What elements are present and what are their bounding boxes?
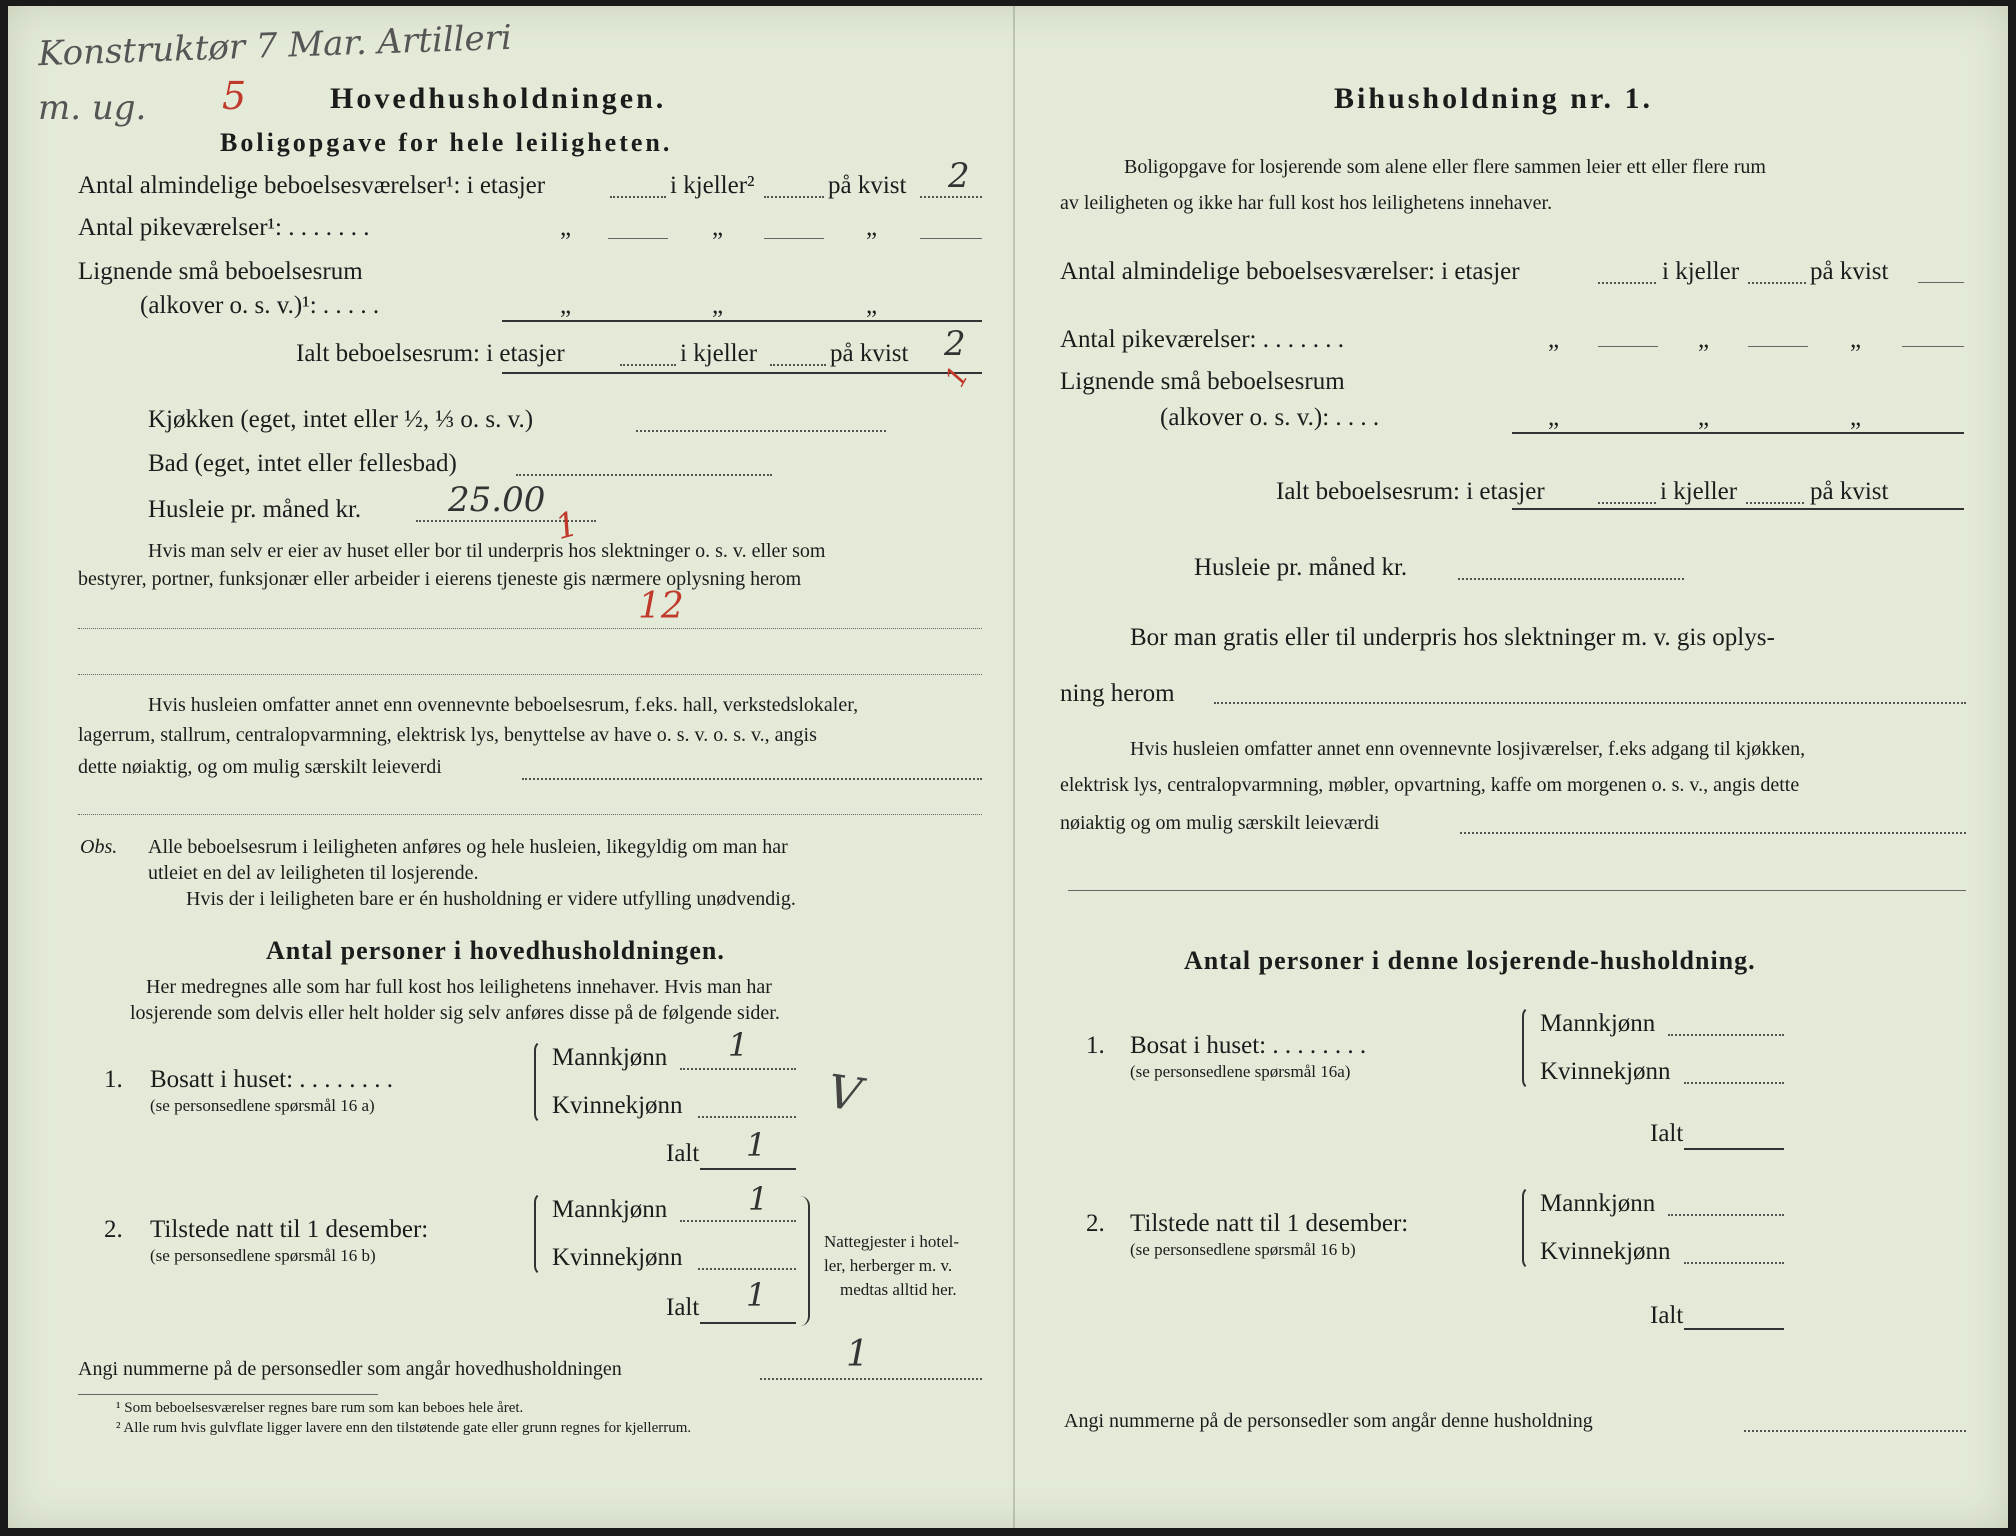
right-q2-ialt: Ialt	[1650, 1302, 1684, 1329]
left-q1-num: 1.	[104, 1066, 123, 1093]
right-intro2: av leiligheten og ikke har full kost hos leilighetens innehaver.	[1060, 192, 1553, 214]
handwritten-mark2: 1	[551, 503, 583, 549]
right-omfatter-line1: Hvis husleien omfatter annet enn ovennevnte losjiværelser, f.eks adgang til kjøkken,	[1130, 738, 1806, 760]
natte-line1: Nattegjester i hotel-	[824, 1232, 960, 1251]
ditto-mark: „	[560, 292, 572, 319]
handwritten-ialt1: 1	[746, 1126, 767, 1164]
right-r2-label: Antal pikeværelser: . . . . . . .	[1060, 326, 1344, 353]
right-r1-kjeller: i kjeller	[1662, 258, 1740, 285]
footnote-1: ¹ Som beboelsesværelser regnes bare rum som kan beboes hele året.	[116, 1400, 524, 1416]
right-title: Bihusholdning nr. 1.	[1334, 82, 1654, 115]
left-q2-kvinne: Kvinnekjønn	[552, 1244, 683, 1271]
left-q1-mann: Mannkjønn	[552, 1044, 668, 1071]
left-ialt-label: Ialt beboelsesrum: i etasjer	[296, 340, 565, 367]
left-q2-mann: Mannkjønn	[552, 1196, 668, 1223]
census-form-page	[8, 6, 2008, 1528]
right-ialt-kjeller: i kjeller	[1660, 478, 1738, 505]
left-q1-kvinne: Kvinnekjønn	[552, 1092, 683, 1119]
handwritten-ialt2: 1	[746, 1276, 767, 1314]
ditto-mark: „	[712, 292, 724, 319]
obs-label: Obs.	[80, 836, 118, 858]
left-q2-num: 2.	[104, 1216, 123, 1243]
left-bad: Bad (eget, intet eller fellesbad)	[148, 450, 457, 477]
right-ialt-kvist: på kvist	[1810, 478, 1889, 505]
right-persons-title: Antal personer i denne losjerende-husholdning.	[1184, 946, 1756, 975]
handwritten-kvist: 2	[948, 156, 970, 196]
ditto-mark: „	[1548, 326, 1560, 353]
natte-line2: ler, herberger m. v.	[824, 1256, 953, 1275]
left-persons-intro2: losjerende som delvis eller helt holder sig selv anføres disse på de følgende sider.	[130, 1002, 780, 1024]
right-q2-kvinne: Kvinnekjønn	[1540, 1238, 1671, 1265]
handwritten-children: 5	[222, 74, 247, 118]
handwritten-mann1: 1	[728, 1026, 749, 1064]
right-q1-ialt: Ialt	[1650, 1120, 1684, 1147]
handwritten-mark1: 1	[938, 360, 976, 393]
left-title: Hovedhusholdningen.	[330, 82, 667, 115]
right-r3b-label: (alkover o. s. v.): . . . .	[1160, 404, 1380, 431]
right-q2-mann: Mannkjønn	[1540, 1190, 1656, 1217]
left-omfatter-line2: lagerrum, stallrum, centralopvarmning, elektrisk lys, benyttelse av have o. s. v. o. s. v., angis	[78, 724, 817, 746]
left-q2-ialt: Ialt	[666, 1294, 700, 1321]
ditto-mark: „	[560, 214, 572, 241]
handwritten-mann2: 1	[748, 1180, 769, 1218]
left-eier-line2: bestyrer, portner, funksjonær eller arbeider i eierens tjeneste gis nærmere oplysning herom	[78, 568, 802, 590]
left-omfatter-line1: Hvis husleien omfatter annet enn ovennevnte beboelsesrum, f.eks. hall, verkstedslokaler,	[148, 694, 859, 716]
ditto-mark: „	[1850, 326, 1862, 353]
handwritten-husleie: 25.00	[448, 480, 546, 520]
right-q2-sub: (se personsedlene spørsmål 16 b)	[1130, 1240, 1356, 1259]
right-q1-label: Bosat i huset: . . . . . . . .	[1130, 1032, 1367, 1059]
left-q2-label: Tilstede natt til 1 desember:	[150, 1216, 429, 1243]
ditto-mark: „	[712, 214, 724, 241]
ditto-mark: „	[866, 292, 878, 319]
right-husleie: Husleie pr. måned kr.	[1194, 554, 1408, 581]
ditto-mark: „	[1850, 404, 1862, 431]
obs-line3: Hvis der i leiligheten bare er én husholdning er videre utfylling unødvendig.	[186, 888, 796, 910]
ditto-mark: „	[1698, 404, 1710, 431]
right-r1-label: Antal almindelige beboelsesværelser: i etasjer	[1060, 258, 1520, 285]
right-intro1: Boligopgave for losjerende som alene eller flere sammen leier ett eller flere rum	[1124, 156, 1766, 178]
left-ialt-kjeller: i kjeller	[680, 340, 758, 367]
left-q1-ialt: Ialt	[666, 1140, 700, 1167]
left-q1-sub: (se personsedlene spørsmål 16 a)	[150, 1096, 375, 1115]
left-r3-label: Lignende små beboelsesrum	[78, 258, 363, 285]
footnote-2: ² Alle rum hvis gulvflate ligger lavere enn den tilstøtende gate eller grunn regnes for kjellerrum.	[116, 1420, 692, 1436]
right-gratis-line1: Bor man gratis eller til underpris hos slektninger m. v. gis oplys-	[1130, 624, 1775, 651]
natte-line3: medtas alltid her.	[840, 1280, 957, 1299]
right-r1-kvist: på kvist	[1810, 258, 1889, 285]
ditto-mark: „	[1548, 404, 1560, 431]
left-persons-title: Antal personer i hovedhusholdningen.	[266, 936, 725, 965]
right-ialt-label: Ialt beboelsesrum: i etasjer	[1276, 478, 1545, 505]
right-q1-num: 1.	[1086, 1032, 1105, 1059]
left-r2-label: Antal pikeværelser¹: . . . . . . .	[78, 214, 370, 241]
obs-line1: Alle beboelsesrum i leiligheten anføres og hele husleien, likegyldig om man har	[148, 836, 788, 858]
left-r3b-label: (alkover o. s. v.)¹: . . . . .	[140, 292, 380, 319]
right-omfatter-line2: elektrisk lys, centralopvarmning, møbler, opvartning, kaffe om morgenen o. s. v., angis dette	[1060, 774, 1800, 796]
right-q1-mann: Mannkjønn	[1540, 1010, 1656, 1037]
handwritten-check: V	[824, 1063, 865, 1123]
handwritten-ialt-kvist: 2	[944, 324, 966, 364]
left-persons-intro1: Her medregnes alle som har full kost hos leilighetens innehaver. Hvis man har	[146, 976, 772, 998]
handwritten-married: m. ug.	[38, 88, 147, 128]
page-fold	[1013, 6, 1015, 1528]
left-angi: Angi nummerne på de personsedler som angår hovedhusholdningen	[78, 1358, 622, 1380]
left-r1-label: Antal almindelige beboelsesværelser¹: i etasjer	[78, 172, 546, 199]
ditto-mark: „	[866, 214, 878, 241]
left-kjokken: Kjøkken (eget, intet eller ½, ⅓ o. s. v.)	[148, 406, 534, 433]
left-eier-line1: Hvis man selv er eier av huset eller bor til underpris hos slektninger o. s. v. eller som	[148, 540, 826, 562]
right-q2-num: 2.	[1086, 1210, 1105, 1237]
right-q2-label: Tilstede natt til 1 desember:	[1130, 1210, 1409, 1237]
ditto-mark: „	[1698, 326, 1710, 353]
handwritten-occupation: Konstruktør 7 Mar. Artilleri	[37, 17, 513, 75]
right-gratis-line2: ning herom	[1060, 680, 1175, 707]
obs-line2: utleiet en del av leiligheten til losjerende.	[148, 862, 479, 884]
left-omfatter-line3: dette nøiaktig, og om mulig særskilt leieverdi	[78, 756, 442, 778]
left-r1-kjeller: i kjeller²	[670, 172, 755, 199]
left-ialt-kvist: på kvist	[830, 340, 909, 367]
left-husleie: Husleie pr. måned kr.	[148, 496, 362, 523]
right-omfatter-line3: nøiaktig og om mulig særskilt leieværdi	[1060, 812, 1380, 834]
left-subtitle: Boligopgave for hele leiligheten.	[220, 128, 673, 157]
right-angi: Angi nummerne på de personsedler som angår denne husholdning	[1064, 1410, 1593, 1432]
right-q1-sub: (se personsedlene spørsmål 16a)	[1130, 1062, 1351, 1081]
right-r3-label: Lignende små beboelsesrum	[1060, 368, 1345, 395]
left-q2-sub: (se personsedlene spørsmål 16 b)	[150, 1246, 376, 1265]
right-q1-kvinne: Kvinnekjønn	[1540, 1058, 1671, 1085]
left-r1-kvist: på kvist	[828, 172, 907, 199]
handwritten-nummer: 1	[846, 1334, 869, 1375]
left-q1-label: Bosatt i huset: . . . . . . . .	[150, 1066, 394, 1093]
handwritten-twelve: 12	[638, 586, 684, 627]
